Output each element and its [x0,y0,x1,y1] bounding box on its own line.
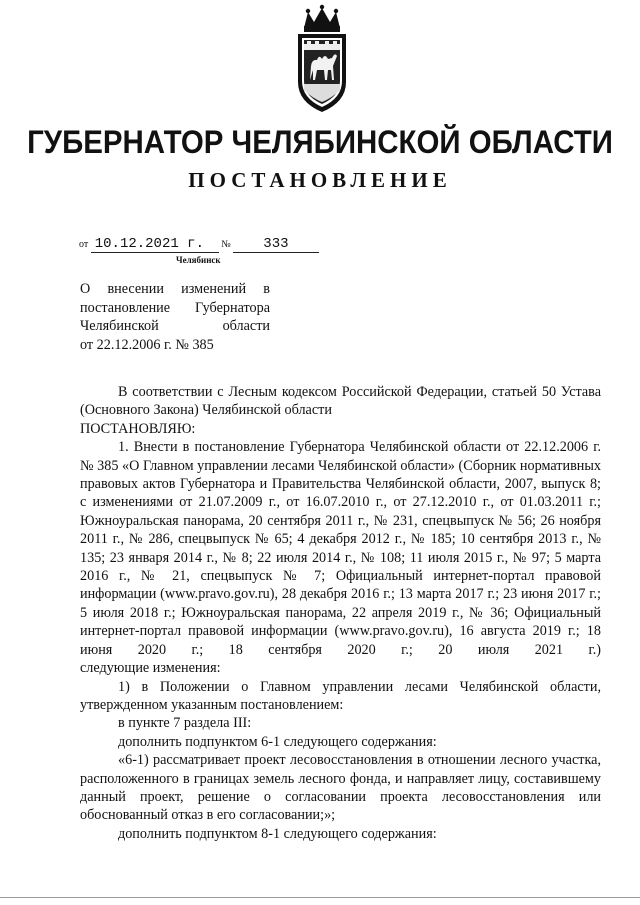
subitem-1b: дополнить подпунктом 6-1 следующего содержания: [118,733,437,750]
subject-line: от 22.12.2006 г. № 385 [80,336,214,353]
issuer-title: ГУБЕРНАТОР ЧЕЛЯБИНСКОЙ ОБЛАСТИ [27,124,613,160]
item-1-tail: следующие изменения: [80,660,221,677]
subitem-1-paragraph: 1) в Положении о Главном управлении лесами Челябинской области, утвержденном указанным постановлением: [80,678,601,713]
city-label: Челябинск [176,255,221,265]
from-label: от [79,239,89,250]
subitem-1c: дополнить подпунктом 8-1 следующего содержания: [118,825,437,842]
document-number: 333 [233,236,318,253]
resolve-heading: ПОСТАНОВЛЯЮ: [80,420,196,437]
subject-line: Челябинской области [80,318,270,334]
preamble-paragraph: В соответствии с Лесным кодексом Российской Федерации, статьей 50 Устава (Основного Закона) Челябинской области [80,384,601,419]
dateline [79,236,319,253]
page-bottom-rule [0,897,640,898]
item-1-paragraph: 1. Внести в постановление Губернатора Челябинской области от 22.12.2006 г. № 385 «О Главном управлении лесами Челябинской области» (Сборник нормативных правовых актов Губернатора и Правительства Челябинской области, 2007, выпуск 8; с изменениями от 21.07.2009 г., от 16.07.2010 г., от 27.12.2010 г., от 01.03.2011 г.; Южноуральская панорама, 20 сентября 2011 г., № 231, спецвыпуск № 56; 26 ноября 2011 г., № 286, спецвыпуск № 65; 4 декабря 2012 г., № 185; 10 сентября 2013 г., № 135; 23 января 2014 г., № 8; 22 июля 2014 г., № 108; 11 июля 2015 г., № 97; 5 марта 2016 г., № 21, спецвыпуск № 7; Официальный интернет-портал правовой информации (www.pravo.gov.ru), 28 декабря 2016 г.; 13 марта 2017 г.; 23 июня 2017 г.; 5 июля 2018 г.; Южноуральская панорама, 22 апреля 2019 г., № 36; Официальный интернет-портал правовой информации (www.pravo.gov.ru), 16 августа 2019 г.; 18 июня 2020 г.; 18 сентября 2020 г.; 20 июля 2021 г.) [80,439,601,658]
document-date: 10.12.2021 г. [91,236,219,253]
quoted-paragraph: «6-1) рассматривает проект лесовосстановления в отношении лесного участка, расположенного в границах земель лесного фонда, и направляет лицу, составившему данный проект, решение о согласовании проекта лесовосстановления или обоснованный отказ в его согласовании;»; [80,752,601,824]
document-body [80,383,601,843]
subitem-1a: в пункте 7 раздела III: [118,715,252,732]
subject-line: О внесении изменений в [80,281,270,297]
document-type: ПОСТАНОВЛЕНИЕ [188,168,452,192]
subject-line: постановление Губернатора [80,299,270,316]
document-subject [80,280,270,354]
chelyabinsk-coat-of-arms-icon [282,4,362,116]
number-label: № [221,239,231,250]
